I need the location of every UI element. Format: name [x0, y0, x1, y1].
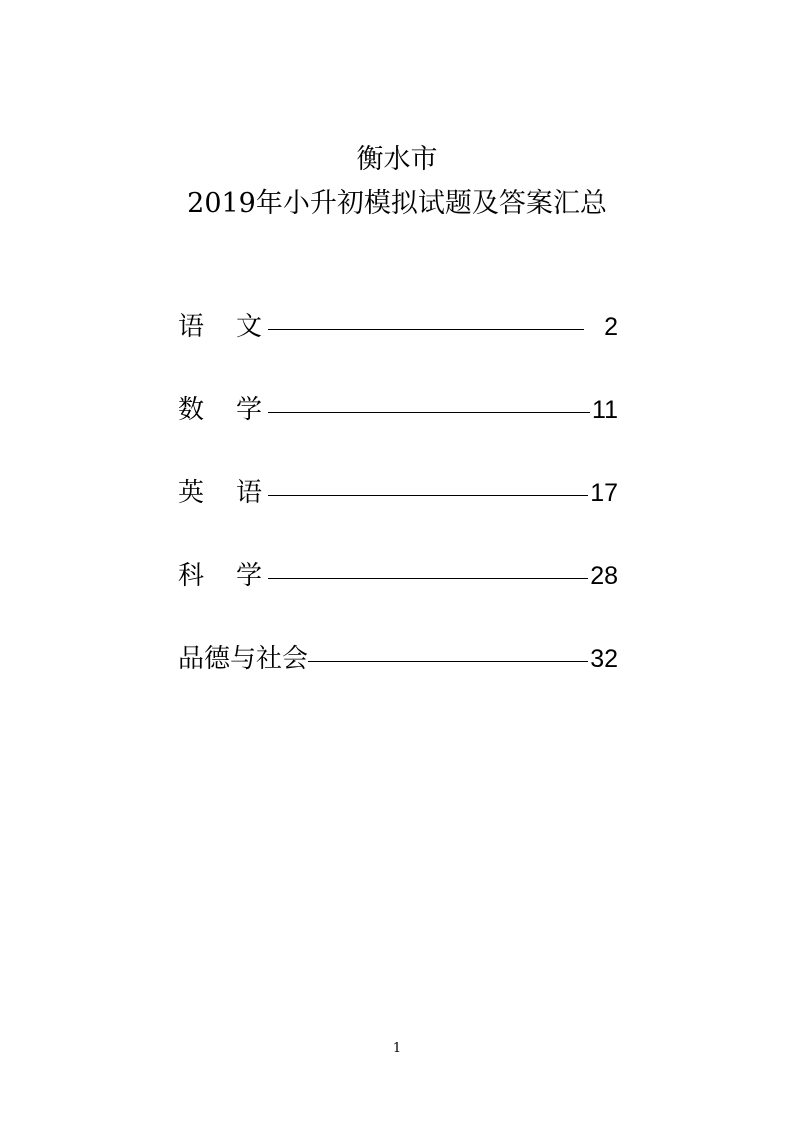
toc-entry-label	[178, 475, 268, 511]
toc-entry-label	[178, 309, 268, 345]
toc-page-number: 28	[590, 562, 618, 590]
toc-page-number: 11	[592, 396, 618, 424]
document-title-main: 2019年小升初模拟试题及答案汇总	[187, 188, 607, 219]
toc-leader-line	[268, 412, 590, 413]
footer-page-number: 1	[392, 1041, 402, 1056]
toc-entry-math[interactable]	[178, 392, 618, 428]
toc-entry-label: 品德与社会	[178, 644, 309, 674]
toc-leader-line	[308, 661, 588, 662]
toc-leader-line	[268, 495, 588, 496]
toc-entry-label	[178, 558, 268, 594]
toc-entry-english[interactable]	[178, 475, 618, 511]
toc-label-char: 文	[236, 312, 263, 342]
toc-entry-chinese[interactable]	[178, 309, 618, 345]
toc-leader-line	[268, 329, 584, 330]
toc-entry-label	[178, 392, 268, 428]
toc-label-char: 语	[178, 312, 205, 342]
toc-label-char: 学	[236, 395, 263, 425]
toc-label-char: 数	[178, 395, 205, 425]
toc-page-number: 17	[590, 479, 618, 507]
toc-leader-line	[268, 578, 588, 579]
toc-label-char: 科	[178, 561, 205, 591]
toc-label-char: 英	[178, 478, 205, 508]
document-title-city: 衡水市	[356, 144, 438, 175]
toc-label-char: 学	[236, 561, 263, 591]
toc-page-number: 32	[590, 645, 618, 673]
toc-entry-morality-society[interactable]	[178, 641, 618, 677]
toc-label-char: 语	[236, 478, 263, 508]
toc-entry-science[interactable]	[178, 558, 618, 594]
toc-page-number: 2	[604, 313, 618, 341]
